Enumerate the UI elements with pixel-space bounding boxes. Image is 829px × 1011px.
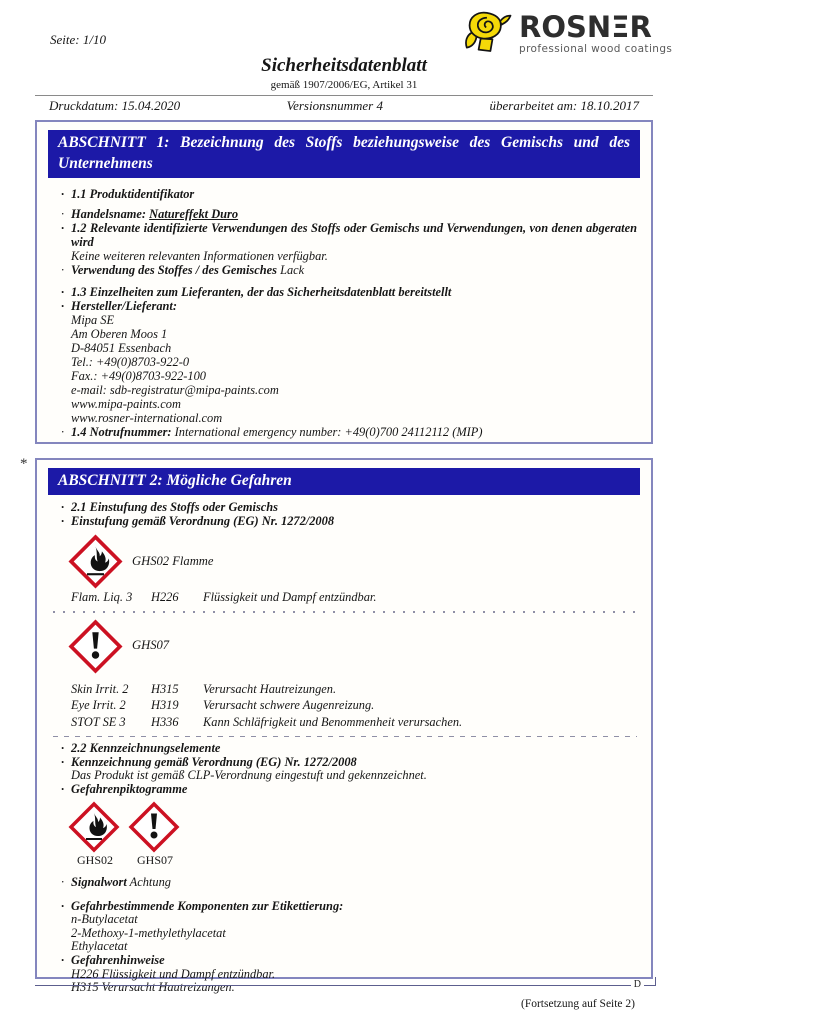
- classification-row: [61, 699, 637, 713]
- components-heading: · Gefahrbestimmende Komponenten zur Etikettierung:: [61, 900, 637, 914]
- dotted-separator: [53, 611, 637, 613]
- classification-row: [61, 716, 637, 730]
- component-line: 2-Methoxy-1-methylethylacetat: [71, 925, 226, 940]
- supplier-line: Tel.: +49(0)8703-922-0: [71, 355, 190, 369]
- supplier-label: · Hersteller/Lieferant:: [61, 299, 637, 313]
- hazard-code: H319: [151, 698, 179, 713]
- version-number: Versionsnummer 4: [286, 98, 383, 113]
- labelling-heading: · Kennzeichnung gemäß Verordnung (EG) Nr. 1272/2008: [61, 756, 637, 770]
- continuation-note: (Fortsetzung auf Seite 2): [520, 997, 635, 1010]
- brand-tagline: professional wood coatings: [519, 43, 673, 55]
- hazard-text: Flüssigkeit und Dampf entzündbar.: [203, 590, 377, 605]
- signal-word-value: Achtung: [129, 875, 171, 890]
- hazard-class: Eye Irrit. 2: [71, 698, 126, 713]
- supplier-line: Fax.: +49(0)8703-922-100: [71, 369, 206, 383]
- supplier-line: e-mail: sdb-registratur@mipa-paints.com: [71, 383, 279, 397]
- supplier-line: Am Oberen Moos 1: [71, 327, 168, 341]
- rosner-logo: [464, 4, 672, 62]
- language-code: D: [631, 979, 644, 990]
- ghs02-flame-pictogram-icon: [69, 802, 119, 852]
- signal-word-line: [61, 876, 637, 890]
- heading-1-3: · 1.3 Einzelheiten zum Lieferanten, der das Sicherheitsdatenblatt bereitstellt: [61, 285, 637, 299]
- emergency-number-line: [61, 425, 637, 439]
- ghs07-caption: GHS07: [132, 638, 170, 653]
- classification-row: [61, 591, 637, 605]
- footer-rule-corner: [655, 977, 656, 986]
- hazard-class: Skin Irrit. 2: [71, 681, 129, 696]
- header-divider: [35, 95, 653, 96]
- hazard-class: STOT SE 3: [71, 714, 126, 729]
- hazard-text: Verursacht schwere Augenreizung.: [203, 698, 375, 713]
- print-date: Druckdatum: 15.04.2020: [49, 98, 181, 113]
- section-1-header: ABSCHNITT 1: Bezeichnung des Stoffs beziehungsweise des Gemischs und des Unternehmens: [48, 130, 640, 178]
- ghs07-pictogram-row: [61, 620, 637, 673]
- supplier-line: D-84051 Essenbach: [71, 341, 172, 355]
- label-pictograms: [61, 802, 637, 868]
- pictograms-heading: · Gefahrenpiktogramme: [61, 783, 637, 797]
- pictogram-label: GHS07: [136, 853, 173, 868]
- page-number: Seite: 1/10: [50, 32, 106, 47]
- use-value: Lack: [280, 263, 305, 277]
- hazard-code: H336: [151, 714, 179, 729]
- section-2-box: [35, 458, 653, 1010]
- brand-name: ROSNΞR: [519, 10, 652, 44]
- document-meta-row: [35, 98, 653, 114]
- clp-classification-heading: · Einstufung gemäß Verordnung (EG) Nr. 1272/2008: [61, 515, 637, 529]
- labelling-text: Das Produkt ist gemäß CLP-Verordnung eingestuft und gekennzeichnet.: [71, 768, 427, 783]
- trade-name-label: Handelsname:: [71, 207, 147, 221]
- ghs02-label-pictogram: [69, 802, 121, 868]
- trade-name-line: [61, 207, 637, 221]
- ghs07-exclamation-pictogram-icon: [69, 620, 122, 673]
- hazard-code: H226: [151, 590, 179, 605]
- supplier-line: Mipa SE: [71, 313, 115, 327]
- section-1-box: [35, 120, 653, 444]
- ghs02-pictogram-row: [61, 535, 637, 588]
- heading-2-2: · 2.2 Kennzeichnungselemente: [61, 742, 637, 756]
- ghs02-flame-pictogram-icon: [69, 535, 122, 588]
- use-label: Verwendung des Stoffes / des Gemisches: [71, 263, 277, 277]
- component-line: Ethylacetat: [71, 939, 128, 954]
- ghs07-exclamation-pictogram-icon: [129, 802, 179, 852]
- document-title: Sicherheitsdatenblatt: [261, 55, 427, 76]
- logo-text: [519, 12, 672, 55]
- hazard-text: Kann Schläfrigkeit und Benommenheit verursachen.: [203, 714, 463, 729]
- heading-1-2: · 1.2 Relevante identifizierte Verwendungen des Stoffs oder Gemischs und Verwendungen, von denen abgeraten wird: [61, 221, 637, 249]
- hazard-notes-heading: · Gefahrenhinweise: [61, 954, 637, 968]
- revision-date: überarbeitet am: 18.10.2017: [489, 98, 639, 113]
- hazard-code: H315: [151, 681, 179, 696]
- document-subtitle: gemäß 1907/2006/EG, Artikel 31: [270, 79, 418, 91]
- hazard-note-line: H315 Verursacht Hautreizungen.: [71, 980, 235, 995]
- supplier-line: www.rosner-international.com: [71, 411, 223, 425]
- supplier-line: www.mipa-paints.com: [71, 397, 181, 411]
- section-2-content: [37, 495, 651, 1011]
- component-line: n-Butylacetat: [71, 912, 138, 927]
- signal-word-label: Signalwort: [71, 875, 127, 890]
- heading-2-1: · 2.1 Einstufung des Stoffs oder Gemischs: [61, 501, 637, 515]
- trade-name-value: Natureffekt Duro: [149, 207, 239, 221]
- heading-1-1: · 1.1 Produktidentifikator: [61, 187, 637, 201]
- hazard-class: Flam. Liq. 3: [71, 590, 133, 605]
- hazard-text: Verursacht Hautreizungen.: [203, 681, 337, 696]
- use-line: [61, 263, 637, 277]
- no-further-info-text: Keine weiteren relevanten Informationen verfügbar.: [71, 249, 328, 263]
- pictogram-label: GHS02: [76, 853, 113, 868]
- section-1-content: [37, 178, 651, 439]
- change-marker-asterisk: *: [20, 456, 28, 472]
- rose-logo-icon: [464, 4, 514, 62]
- emergency-number-value: International emergency number: +49(0)700 24112112 (MIP): [174, 425, 483, 439]
- emergency-number-label: 1.4 Notrufnummer:: [71, 425, 172, 439]
- hazard-note-line: H226 Flüssigkeit und Dampf entzündbar.: [71, 966, 276, 981]
- section-2-header: ABSCHNITT 2: Mögliche Gefahren: [48, 468, 640, 495]
- ghs07-label-pictogram: [129, 802, 181, 868]
- classification-row: [61, 683, 637, 697]
- ghs02-caption: GHS02 Flamme: [132, 553, 214, 568]
- dashed-separator: [53, 736, 637, 738]
